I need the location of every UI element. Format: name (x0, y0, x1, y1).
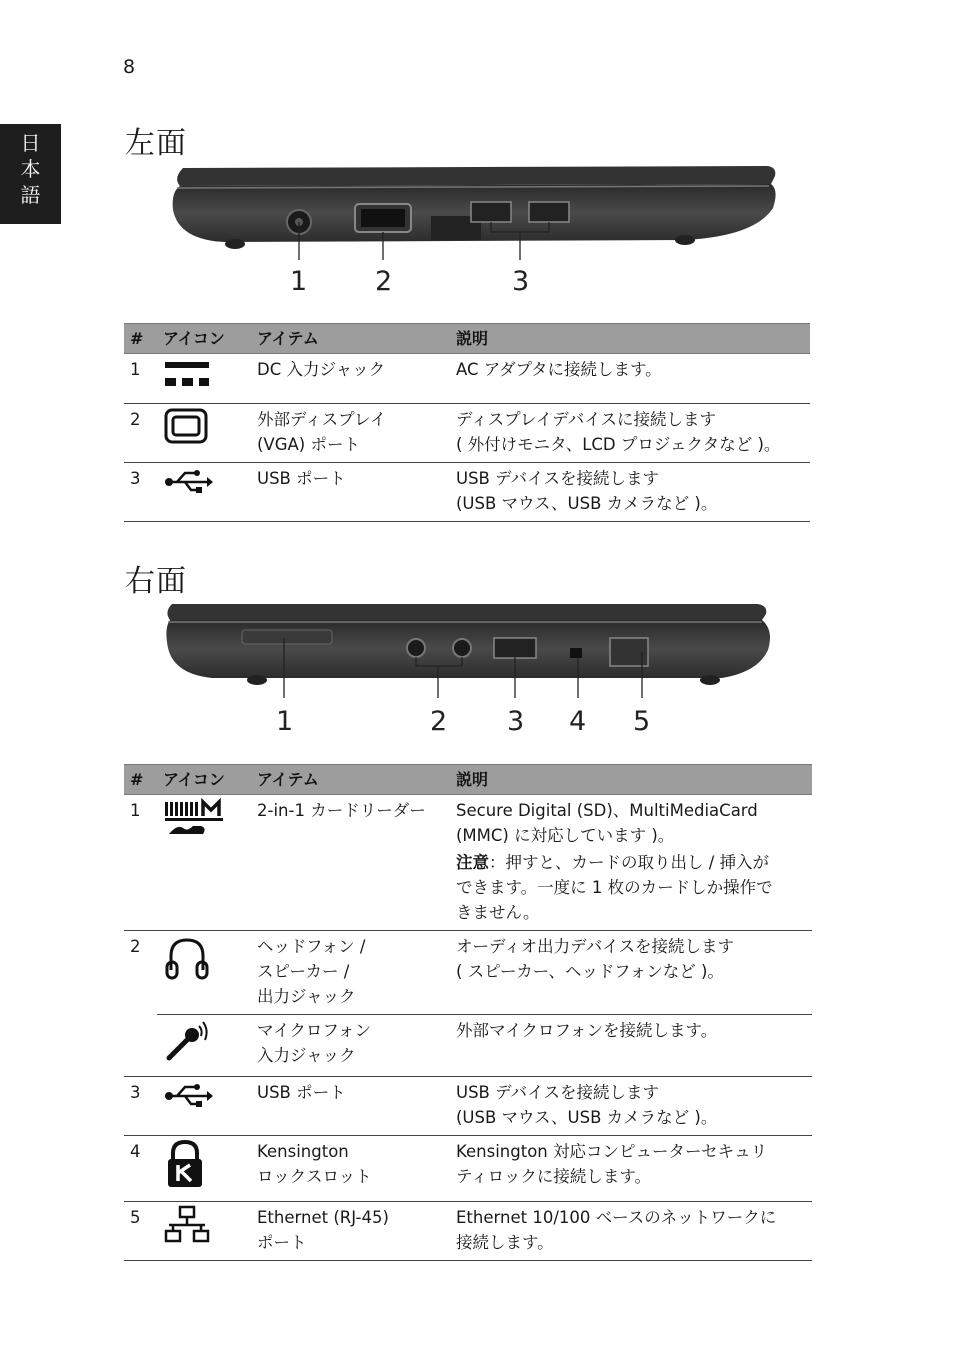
row-number (124, 1015, 157, 1077)
row-description: AC アダプタに接続します。 (450, 354, 810, 404)
language-tab-char: 日 (20, 131, 41, 155)
left-ports-table (124, 323, 810, 522)
row-item: 2-in-1 カードリーダー (251, 795, 450, 931)
table-header-row (124, 765, 812, 795)
headphones-icon (163, 934, 211, 982)
row-description: 外部マイクロフォンを接続します。 (450, 1015, 812, 1077)
row-description: USB デバイスを接続します (USB マウス、USB カメラなど )。 (450, 463, 810, 522)
row-description: Ethernet 10/100 ベースのネットワークに 接続します。 (450, 1202, 812, 1261)
row-item: ヘッドフォン / スピーカー / 出力ジャック (251, 931, 450, 1015)
kensington-lock-icon (163, 1139, 207, 1189)
page-number: 8 (123, 56, 136, 78)
row-number: 4 (124, 1136, 157, 1202)
right-side-heading: 右面 (125, 564, 187, 599)
row-item: 外部ディスプレイ (VGA) ポート (251, 404, 450, 463)
note-label: 注意 (456, 853, 489, 872)
usb-icon (163, 1080, 213, 1110)
row-note (456, 850, 806, 925)
row-number: 5 (124, 1202, 157, 1261)
row-item: USB ポート (251, 463, 450, 522)
row-number: 3 (124, 1077, 157, 1136)
row-number: 2 (124, 404, 157, 463)
right-callout-4: 4 (569, 706, 587, 737)
row-item: マイクロフォン 入力ジャック (251, 1015, 450, 1077)
row-description: Kensington 対応コンピューターセキュリ ティロックに接続します。 (450, 1136, 812, 1202)
language-tab-char: 語 (20, 183, 41, 207)
header-item: アイテム (251, 765, 450, 795)
dc-power-icon (163, 357, 211, 391)
right-callout-2: 2 (430, 706, 448, 737)
row-item: DC 入力ジャック (251, 354, 450, 404)
table-row (124, 463, 810, 522)
table-row (124, 1077, 812, 1136)
note-text: ：押すと、カードの取り出し / 挿入が できます。一度に 1 枚のカードしか操作で きません。 (456, 853, 773, 922)
right-ports-table (124, 764, 812, 1261)
table-row (124, 1136, 812, 1202)
language-tab (0, 124, 61, 224)
table-row (124, 1015, 812, 1077)
row-item: USB ポート (251, 1077, 450, 1136)
language-tab-char: 本 (20, 157, 41, 181)
left-callout-1: 1 (290, 266, 308, 297)
left-callout-2: 2 (375, 266, 393, 297)
header-description: 説明 (450, 324, 810, 354)
header-icon: アイコン (157, 765, 251, 795)
header-number: # (124, 324, 157, 354)
row-item: Ethernet (RJ-45) ポート (251, 1202, 450, 1261)
table-row (124, 795, 812, 931)
header-item: アイテム (251, 324, 450, 354)
table-row (124, 354, 810, 404)
left-side-heading: 左面 (125, 126, 187, 161)
row-description: USB デバイスを接続します (USB マウス、USB カメラなど )。 (450, 1077, 812, 1136)
header-icon: アイコン (157, 324, 251, 354)
usb-icon (163, 466, 213, 496)
mmc-sd-icon (163, 798, 227, 838)
row-number: 3 (124, 463, 157, 522)
row-item: Kensington ロックスロット (251, 1136, 450, 1202)
right-callout-1: 1 (276, 706, 294, 737)
row-number: 1 (124, 354, 157, 404)
row-description: Secure Digital (SD)、MultiMediaCard (MMC) に対応しています )。 (456, 801, 758, 845)
right-callout-3: 3 (507, 706, 525, 737)
laptop-right-side-photo (162, 598, 776, 698)
row-number: 1 (124, 795, 157, 931)
left-callout-3: 3 (512, 266, 530, 297)
row-description: オーディオ出力デバイスを接続します ( スピーカー、ヘッドフォンなど )。 (450, 931, 812, 1015)
row-number: 2 (130, 937, 141, 956)
row-description: ディスプレイデバイスに接続します ( 外付けモニタ、LCD プロジェクタなど )。 (450, 404, 810, 463)
vga-monitor-icon (163, 407, 211, 447)
header-number: # (124, 765, 157, 795)
table-row (124, 931, 812, 1015)
ethernet-icon (163, 1205, 211, 1245)
microphone-icon (163, 1018, 211, 1064)
laptop-left-side-photo (165, 160, 785, 260)
right-callout-5: 5 (633, 706, 651, 737)
header-description: 説明 (450, 765, 812, 795)
table-header-row (124, 324, 810, 354)
table-row (124, 404, 810, 463)
table-row (124, 1202, 812, 1261)
